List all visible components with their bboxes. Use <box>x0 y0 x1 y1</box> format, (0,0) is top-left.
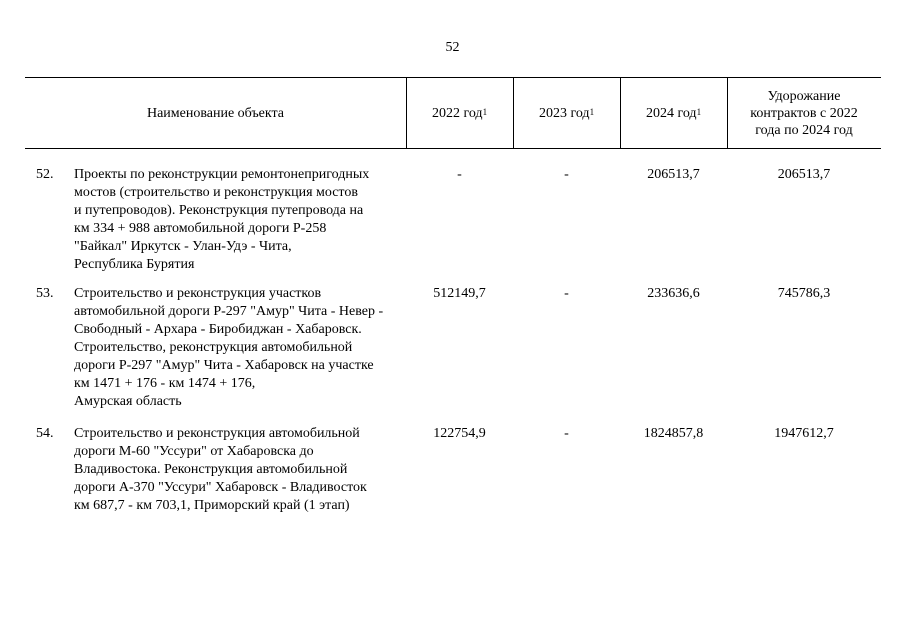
row-object-name: Строительство и реконструкция автомобильной дороги М-60 "Уссури" от Хабаровска до Владивостока. Реконструкция автомобильной дороги А-370 "Уссури" Хабаровск - Владивосток км 687,7 - км 703,1, Приморский край (1 этап) <box>74 426 367 513</box>
row-value-2022: 512149,7 <box>433 286 486 301</box>
row-cost-increase: 206513,7 <box>777 167 831 182</box>
row-object-name: Проекты по реконструкции ремонтонепригодных мостов (строительство и реконструкция мостов и путепроводов). Реконструкция путепровода на км 334 + 988 автомобильной дороги Р-258 "Байкал" Иркутск - Улан-Удэ - Чита, Республика Бурятия <box>74 167 370 272</box>
header-year-2023-label: 2023 год <box>538 105 590 121</box>
header-year-2022-label: 2022 год <box>431 105 483 121</box>
row-number: 54. <box>36 426 54 441</box>
objects-table <box>25 77 881 513</box>
row-number: 52. <box>36 167 54 182</box>
row-number: 53. <box>36 286 54 301</box>
row-cost-increase: 745786,3 <box>777 286 831 301</box>
row-value-2024: 233636,6 <box>647 286 700 301</box>
row-value-2023: - <box>564 426 569 441</box>
row-cost-increase: 1947612,7 <box>774 426 834 441</box>
row-object-name: Строительство и реконструкция участков автомобильной дороги Р-297 "Амур" Чита - Невер - Свободный - Архара - Биробиджан - Хабаровск. Строительство, реконструкция автомобильной дороги Р-297 "Амур" Чита - Хабаровск на участке км 1471 + 176 - км 1474 + 176, Амурская область <box>74 286 384 409</box>
row-value-2022: 122754,9 <box>433 426 486 441</box>
header-year-2024: 2024 год $^1$ <box>645 105 702 121</box>
row-value-2022: - <box>457 167 462 182</box>
header-cost-increase: Удорожание контрактов с 2022 года по 2024 год <box>750 88 858 138</box>
row-value-2023: - <box>564 167 569 182</box>
header-year-2023: 2023 год $^1$ <box>538 105 595 121</box>
row-value-2024: 1824857,8 <box>643 426 704 441</box>
page-number: 52 <box>445 40 460 55</box>
row-value-2024: 206513,7 <box>647 167 700 182</box>
row-value-2023: - <box>564 286 569 301</box>
header-year-2022: 2022 год $^1$ <box>431 105 488 121</box>
header-year-2024-label: 2024 год <box>645 105 697 121</box>
header-object-name: Наименование объекта <box>146 105 285 121</box>
table-header <box>25 77 881 149</box>
